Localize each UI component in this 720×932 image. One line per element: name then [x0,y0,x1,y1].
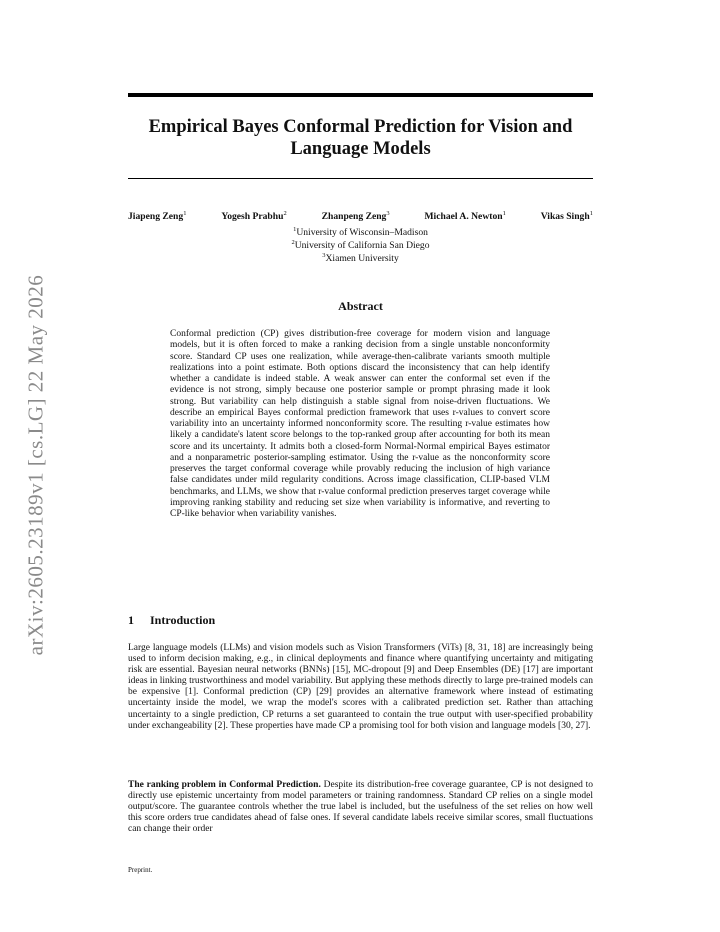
paragraph-body: Despite its distribution-free coverage guarantee, CP is not designed to directly use epistemic uncertainty from model parameters or training randomness. Standard CP relies on a single model output/score. The guarantee controls whether the true label is included, but the usefulness of the set relies on how well this score orders true candidates ahead of false ones. If several candidate labels receive similar scores, small fluctuations can change their order [128,780,593,835]
intro-paragraph-1: Large language models (LLMs) and vision models such as Vision Transformers (ViTs) [8, 31, 18] are increasingly being used to inform decision making, e.g., in clinical deployments and finance where quantifying uncertainty and mitigating risk are essential. Bayesian neural networks (BNNs) [15], MC-dropout [9] and Deep Ensembles (DE) [17] are important ideas in linking trustworthiness and model variability. But applying these methods directly to large pre-trained models can be expensive [1]. Conformal prediction (CP) [29] provides an alternative framework where instead of estimating uncertainty inside the model, we wrap the model's scores with a calibrated prediction set. Rather than attaching uncertainty to a single prediction, CP returns a set guaranteed to contain the true output with user-specified probability under exchangeability [2]. These properties have made CP a promising tool for both vision and language models [30, 27]. [128,643,593,731]
paper-title [128,116,593,160]
affiliation: $^2$University of California San Diego [291,239,430,252]
abstract-text: Conformal prediction (CP) gives distribution-free coverage for modern vision and language models, but it is often forced to make a ranking decision from a single unstable nonconformity score. Standard CP uses one realization, while average-then-calibrate variants smooth multiple realizations into a point estimate. Both options discard the inconsistency that can help identify whether a candidate is indeed stable. A weak answer can enter the conformal set even if the evidence is not strong, simply because one posterior sample or prompt phrasing made it look strong. But variability can help distinguish a stable signal from noise-driven fluctuations. We describe an empirical Bayes conformal prediction framework that uses r-values to convert score variability into an uncertainty informed nonconformity score. The resulting r-value estimates how likely a candidate's latent score belongs to the top-ranked group after accounting for both its mean score and its uncertainty. It admits both a closed-form Normal-Normal empirical Bayes estimator and a nonparametric posterior-sampling estimator. Using the r-value as the nonconformity score preserves the target conformal coverage while provably reducing the inclusion of high variance false candidates under mild regularity conditions. Across image classification, CLIP-based VLM benchmarks, and LLMs, we show that r-value conformal prediction preserves target coverage while improving ranking stability and reducing set size when variability is informative, and reverting to CP-like behavior when variability vanishes. [170,329,550,519]
abstract-heading: Abstract [338,299,383,313]
section-title: Introduction [150,613,216,627]
author: Jiapeng Zeng$^1$ [128,210,187,223]
author: Yogesh Prabhu$^2$ [221,210,287,223]
affiliation: $^1$University of Wisconsin–Madison [293,226,428,239]
paragraph-runin-heading: The ranking problem in Conformal Prediction. [128,780,321,790]
title-top-rule [128,93,593,97]
footer-note: Preprint. [128,866,153,874]
author: Michael A. Newton$^1$ [424,210,506,223]
title-line-2: Language Models [290,139,431,159]
author: Zhanpeng Zeng$^3$ [321,210,390,223]
section-number: 1 [128,613,134,627]
title-line-1: Empirical Bayes Conformal Prediction for Vision and [148,117,573,137]
intro-paragraph-2 [128,780,593,835]
title-bottom-rule [128,178,593,179]
author: Vikas Singh$^1$ [540,210,593,223]
arxiv-watermark [16,255,56,675]
arxiv-id-text: arXiv:2605.23189v1 [cs.LG] 22 May 2026 [23,274,48,656]
affiliation: $^3$Xiamen University [322,252,399,265]
section-heading [128,613,215,628]
author-list [128,210,593,222]
